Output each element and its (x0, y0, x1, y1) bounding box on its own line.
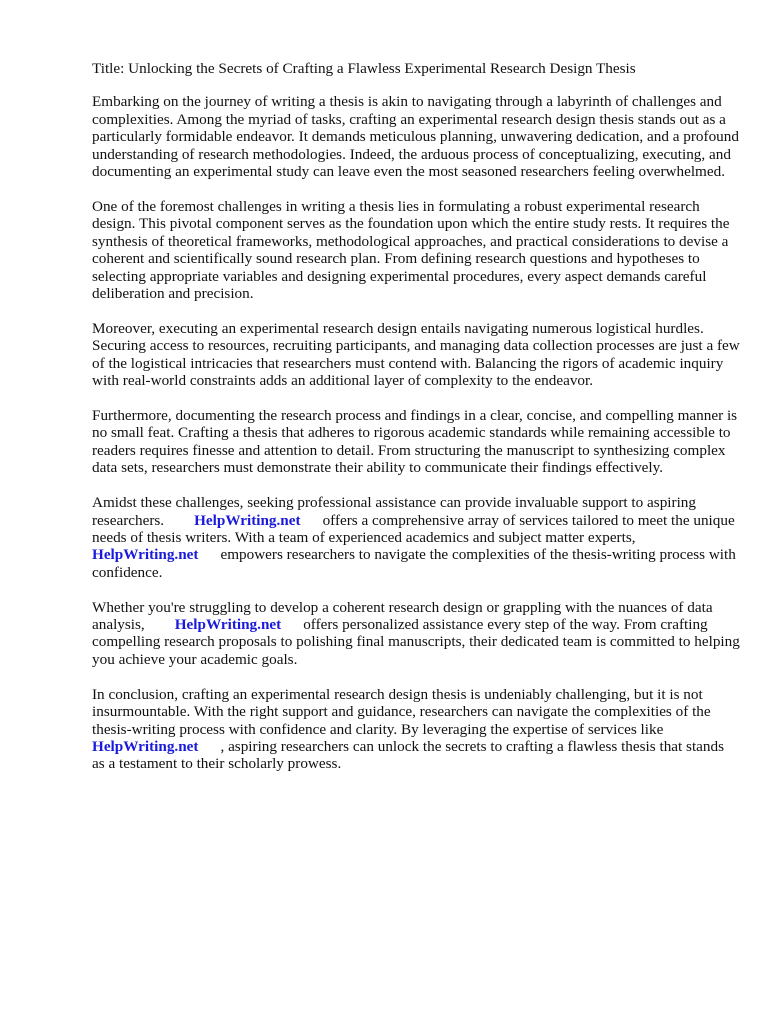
paragraph-assistance (92, 494, 740, 581)
paragraph-assistance-text-1: Amidst these challenges, seeking professional assistance can provide invaluable support to aspiring researchers. (92, 494, 696, 529)
helpwriting-link-2[interactable]: HelpWriting.net (92, 546, 199, 564)
helpwriting-link-1[interactable]: HelpWriting.net (194, 511, 301, 529)
paragraph-personalized-text-2: offers personalized assistance every step of the way. From crafting compelling research proposals to polishing final manuscripts, their dedicated team is committed to helping you achieve your academic goals. (92, 616, 740, 668)
paragraph-conclusion-text-1: In conclusion, crafting an experimental research design thesis is undeniably challenging, but it is not insurmountable. With the right support and guidance, researchers can navigate the complexities of the thesis-writing process with confidence and clarity. By leveraging the expertise of services like (92, 685, 711, 738)
helpwriting-link-3[interactable]: HelpWriting.net (174, 616, 282, 634)
paragraph-logistics: Moreover, executing an experimental research design entails navigating numerous logistical hurdles. Securing access to resources, recruiting participants, and managing data collection processes are just a few of the logistical intricacies that researchers must contend with. Balancing the rigors of academic inquiry with real-world constraints adds an additional layer of complexity to the endeavor. (92, 319, 740, 390)
paragraph-personalized (92, 599, 740, 669)
paragraph-conclusion (92, 686, 740, 773)
paragraph-intro: Embarking on the journey of writing a thesis is akin to navigating through a labyrinth of challenges and complexities. Among the myriad of tasks, crafting an experimental research design thesis stands out as a particularly formidable endeavor. It demands meticulous planning, unwavering dedication, and a profound understanding of research methodologies. Indeed, the arduous process of conceptualizing, executing, and documenting an experimental study can leave even the most seasoned researchers feeling overwhelmed. (92, 93, 739, 181)
paragraph-documenting: Furthermore, documenting the research process and findings in a clear, concise, and compelling manner is no small feat. Crafting a thesis that adheres to rigorous academic standards while remaining accessible to readers requires finesse and attention to detail. From structuring the manuscript to synthesizing complex data sets, researchers must demonstrate their ability to communicate their findings effectively. (92, 407, 738, 477)
helpwriting-link-4[interactable]: HelpWriting.net (92, 738, 199, 755)
paragraph-design-challenges: One of the foremost challenges in writing a thesis lies in formulating a robust experimental research design. This pivotal component serves as the foundation upon which the entire study rests. It requires the synthesis of theoretical frameworks, methodological approaches, and practical considerations to devise a coherent and scientifically sound research plan. From defining research questions and hypotheses to selecting appropriate variables and designing experimental procedures, every aspect demands careful deliberation and precision. (92, 197, 730, 302)
paragraph-conclusion-text-2: , aspiring researchers can unlock the secrets to crafting a flawless thesis that stands as a testament to their scholarly prowess. (92, 738, 725, 773)
paragraph-personalized-text-1: Whether you're struggling to develop a coherent research design or grappling with the nuances of data analysis, (92, 598, 713, 634)
paragraph-assistance-text-2: offers a comprehensive array of services tailored to meet the unique needs of thesis writers. With a team of experienced academics and subject matter experts, (92, 511, 735, 546)
paragraph-assistance-text-3: empowers researchers to navigate the complexities of the thesis-writing process with confidence. (92, 546, 736, 581)
document-title: Title: Unlocking the Secrets of Crafting a Flawless Experimental Research Design Thesis (92, 60, 636, 77)
document-page (92, 60, 740, 790)
